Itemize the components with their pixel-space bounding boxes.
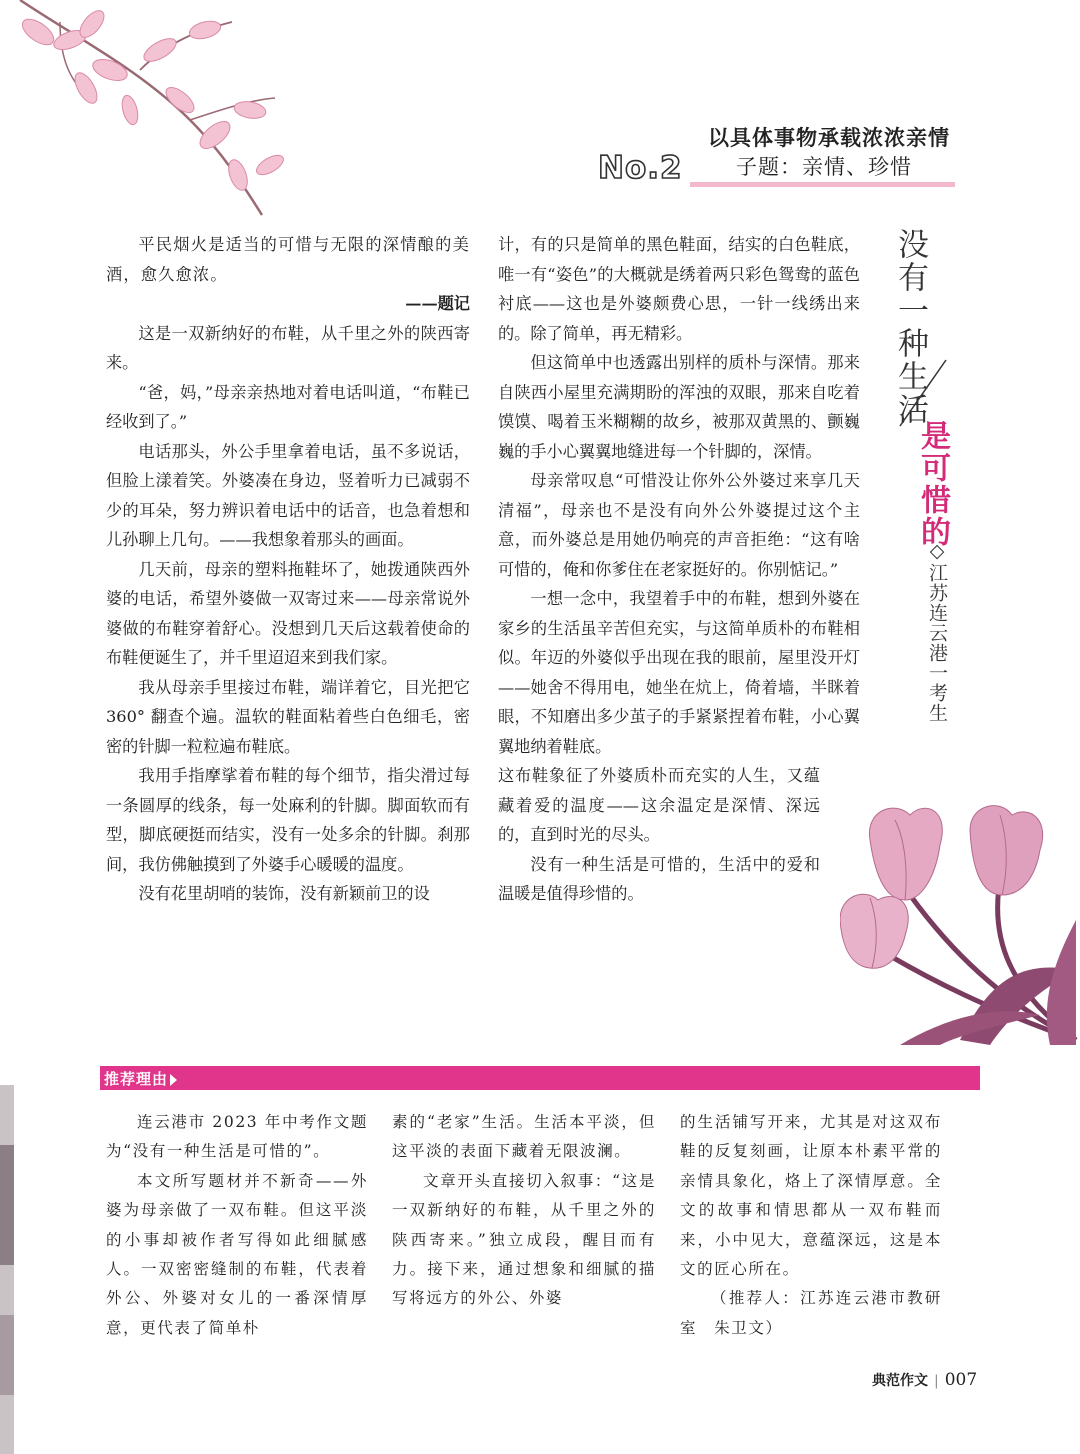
article-title-part2: 是可惜的 — [915, 420, 950, 548]
section-number: No.2 — [598, 150, 683, 186]
footer-separator: | — [934, 1373, 939, 1389]
paragraph: 这是一双新纳好的布鞋，从千里之外的陕西寄来。 — [106, 323, 470, 372]
recommendation-label: 推荐理由 — [104, 1068, 177, 1089]
recommender: （推荐人：江苏连云港市教研室 朱卫文） — [680, 1289, 942, 1337]
article-title-part1: 没有一种生活 — [892, 228, 928, 426]
paragraph: 连云港市 2023 年中考作文题为“没有一种生活是可惜的”。 — [106, 1113, 368, 1161]
paragraph: 文章开头直接切入叙事：“这是一双新纳好的布鞋，从千里之外的陕西寄来。”独立成段，醒目而有力。接下来，通过想象和细腻的描写将远方的外公、外婆 — [392, 1171, 656, 1308]
paragraph: 一想一念中，我望着手中的布鞋，想到外婆在家乡的生活虽辛苦但充实，与这简单质朴的布鞋相似。年迈的外婆似乎出现在我的眼前，屋里没开灯——她舍不得用电，她坐在炕上，倚着墙，半眯着眼，不知磨出多少茧子的手紧紧捏着布鞋，小心翼翼地纳着鞋底。 — [498, 589, 860, 756]
paragraph: 母亲常叹息“可惜没让你外公外婆过来享几天清福”，母亲也不是没有向外公外婆提过这个主意，而外婆总是用她仍响亮的声音拒绝：“这有啥可惜的，俺和你爹住在老家挺好的。你别惦记。” — [498, 471, 860, 579]
paragraph: 但这简单中也透露出别样的质朴与深情。那来自陕西小屋里充满期盼的浑浊的双眼，那来自吃着馍馍、喝着玉米糊糊的故乡，被那双黄黑的、颤巍巍的手小心翼翼地缝进每一个针脚的，深情。 — [498, 353, 860, 461]
paragraph: 我用手指摩挲着布鞋的每个细节，指尖滑过每一条圆厚的线条，每一处麻利的针脚。脚面软而有型，脚底硬挺而结实，没有一处多余的针脚。刹那间，我仿佛触摸到了外婆手心暖暖的温度。 — [106, 766, 470, 874]
paragraph: 没有花里胡哨的装饰，没有新颖前卫的设 — [138, 884, 430, 903]
paragraph: 计，有的只是简单的黑色鞋面，结实的白色鞋底，唯一有“姿色”的大概就是绣着两只彩色鸳鸯的蓝色衬底——这也是外婆颇费心思，一针一线绣出来的。除了简单，再无精彩。 — [498, 235, 860, 343]
title-slash-divider — [894, 358, 954, 428]
epigraph-note: ——题记 — [405, 294, 470, 313]
header-underline — [690, 182, 955, 187]
paragraph: 的生活铺写开来，尤其是对这双布鞋的反复刻画，让原本朴素平常的亲情具象化，烙上了深情厚意。全文的故事和情思都从一双布鞋而来，小中见大，意蕴深远，这是本文的匠心所在。 — [680, 1113, 942, 1279]
section-title: 以具体事物承载浓浓亲情 — [708, 125, 950, 150]
magazine-name: 典范作文 — [872, 1373, 928, 1389]
paragraph: 这布鞋象征了外婆质朴而充实的人生，又蕴藏着爱的温度——这余温定是深情、深远的，直到时光的尽头。 — [498, 766, 820, 844]
page-footer — [872, 1370, 977, 1390]
recommendation-column-3 — [680, 1108, 942, 1343]
paragraph: 我从母亲手里接过布鞋，端详着它，目光把它 360° 翻查个遍。温软的鞋面粘着些白色细毛，密密的针脚一粒粒遍布鞋底。 — [106, 677, 470, 756]
article-column-2 — [498, 230, 860, 909]
epigraph: 平民烟火是适当的可惜与无限的深情酿的美酒，愈久愈浓。 — [106, 235, 470, 284]
paragraph: 电话那头，外公手里拿着电话，虽不多说话，但脸上漾着笑。外婆凑在身边，竖着听力已减弱不少的耳朵，努力辨识着电话中的话音，也急着想和儿孙聊上几句。——我想象着那头的画面。 — [106, 441, 470, 549]
section-subtitle: 子题：亲情、珍惜 — [736, 155, 912, 179]
paragraph: 本文所写题材并不新奇——外婆为母亲做了一双布鞋。但这平淡的小事却被作者写得如此细腻感人。一双密密缝制的布鞋，代表着外公、外婆对女儿的一番深情厚意，更代表了简单朴 — [106, 1171, 368, 1337]
left-edge-photo-strip — [0, 1085, 14, 1454]
recommendation-bar — [100, 1066, 980, 1090]
paragraph: “爸，妈，”母亲亲热地对着电话叫道，“布鞋已经收到了。” — [106, 382, 470, 431]
article-author: ◇江苏连云港一考生 — [926, 540, 948, 723]
cherry-branch-illustration — [0, 0, 330, 220]
page-number: 007 — [944, 1370, 978, 1390]
tulip-illustration — [840, 800, 1080, 1045]
article-column-1 — [106, 230, 470, 909]
paragraph: 几天前，母亲的塑料拖鞋坏了，她拨通陕西外婆的电话，希望外婆做一双寄过来——母亲常说外婆做的布鞋穿着舒心。没想到几天后这载着使命的布鞋便诞生了，并千里迢迢来到我们家。 — [106, 559, 470, 667]
recommendation-column-1 — [106, 1108, 368, 1343]
paragraph: 素的“老家”生活。生活本平淡，但这平淡的表面下藏着无限波澜。 — [392, 1113, 656, 1161]
play-triangle-icon — [170, 1074, 177, 1086]
paragraph: 没有一种生活是可惜的，生活中的爱和温暖是值得珍惜的。 — [498, 854, 820, 903]
recommendation-column-2 — [392, 1108, 656, 1314]
